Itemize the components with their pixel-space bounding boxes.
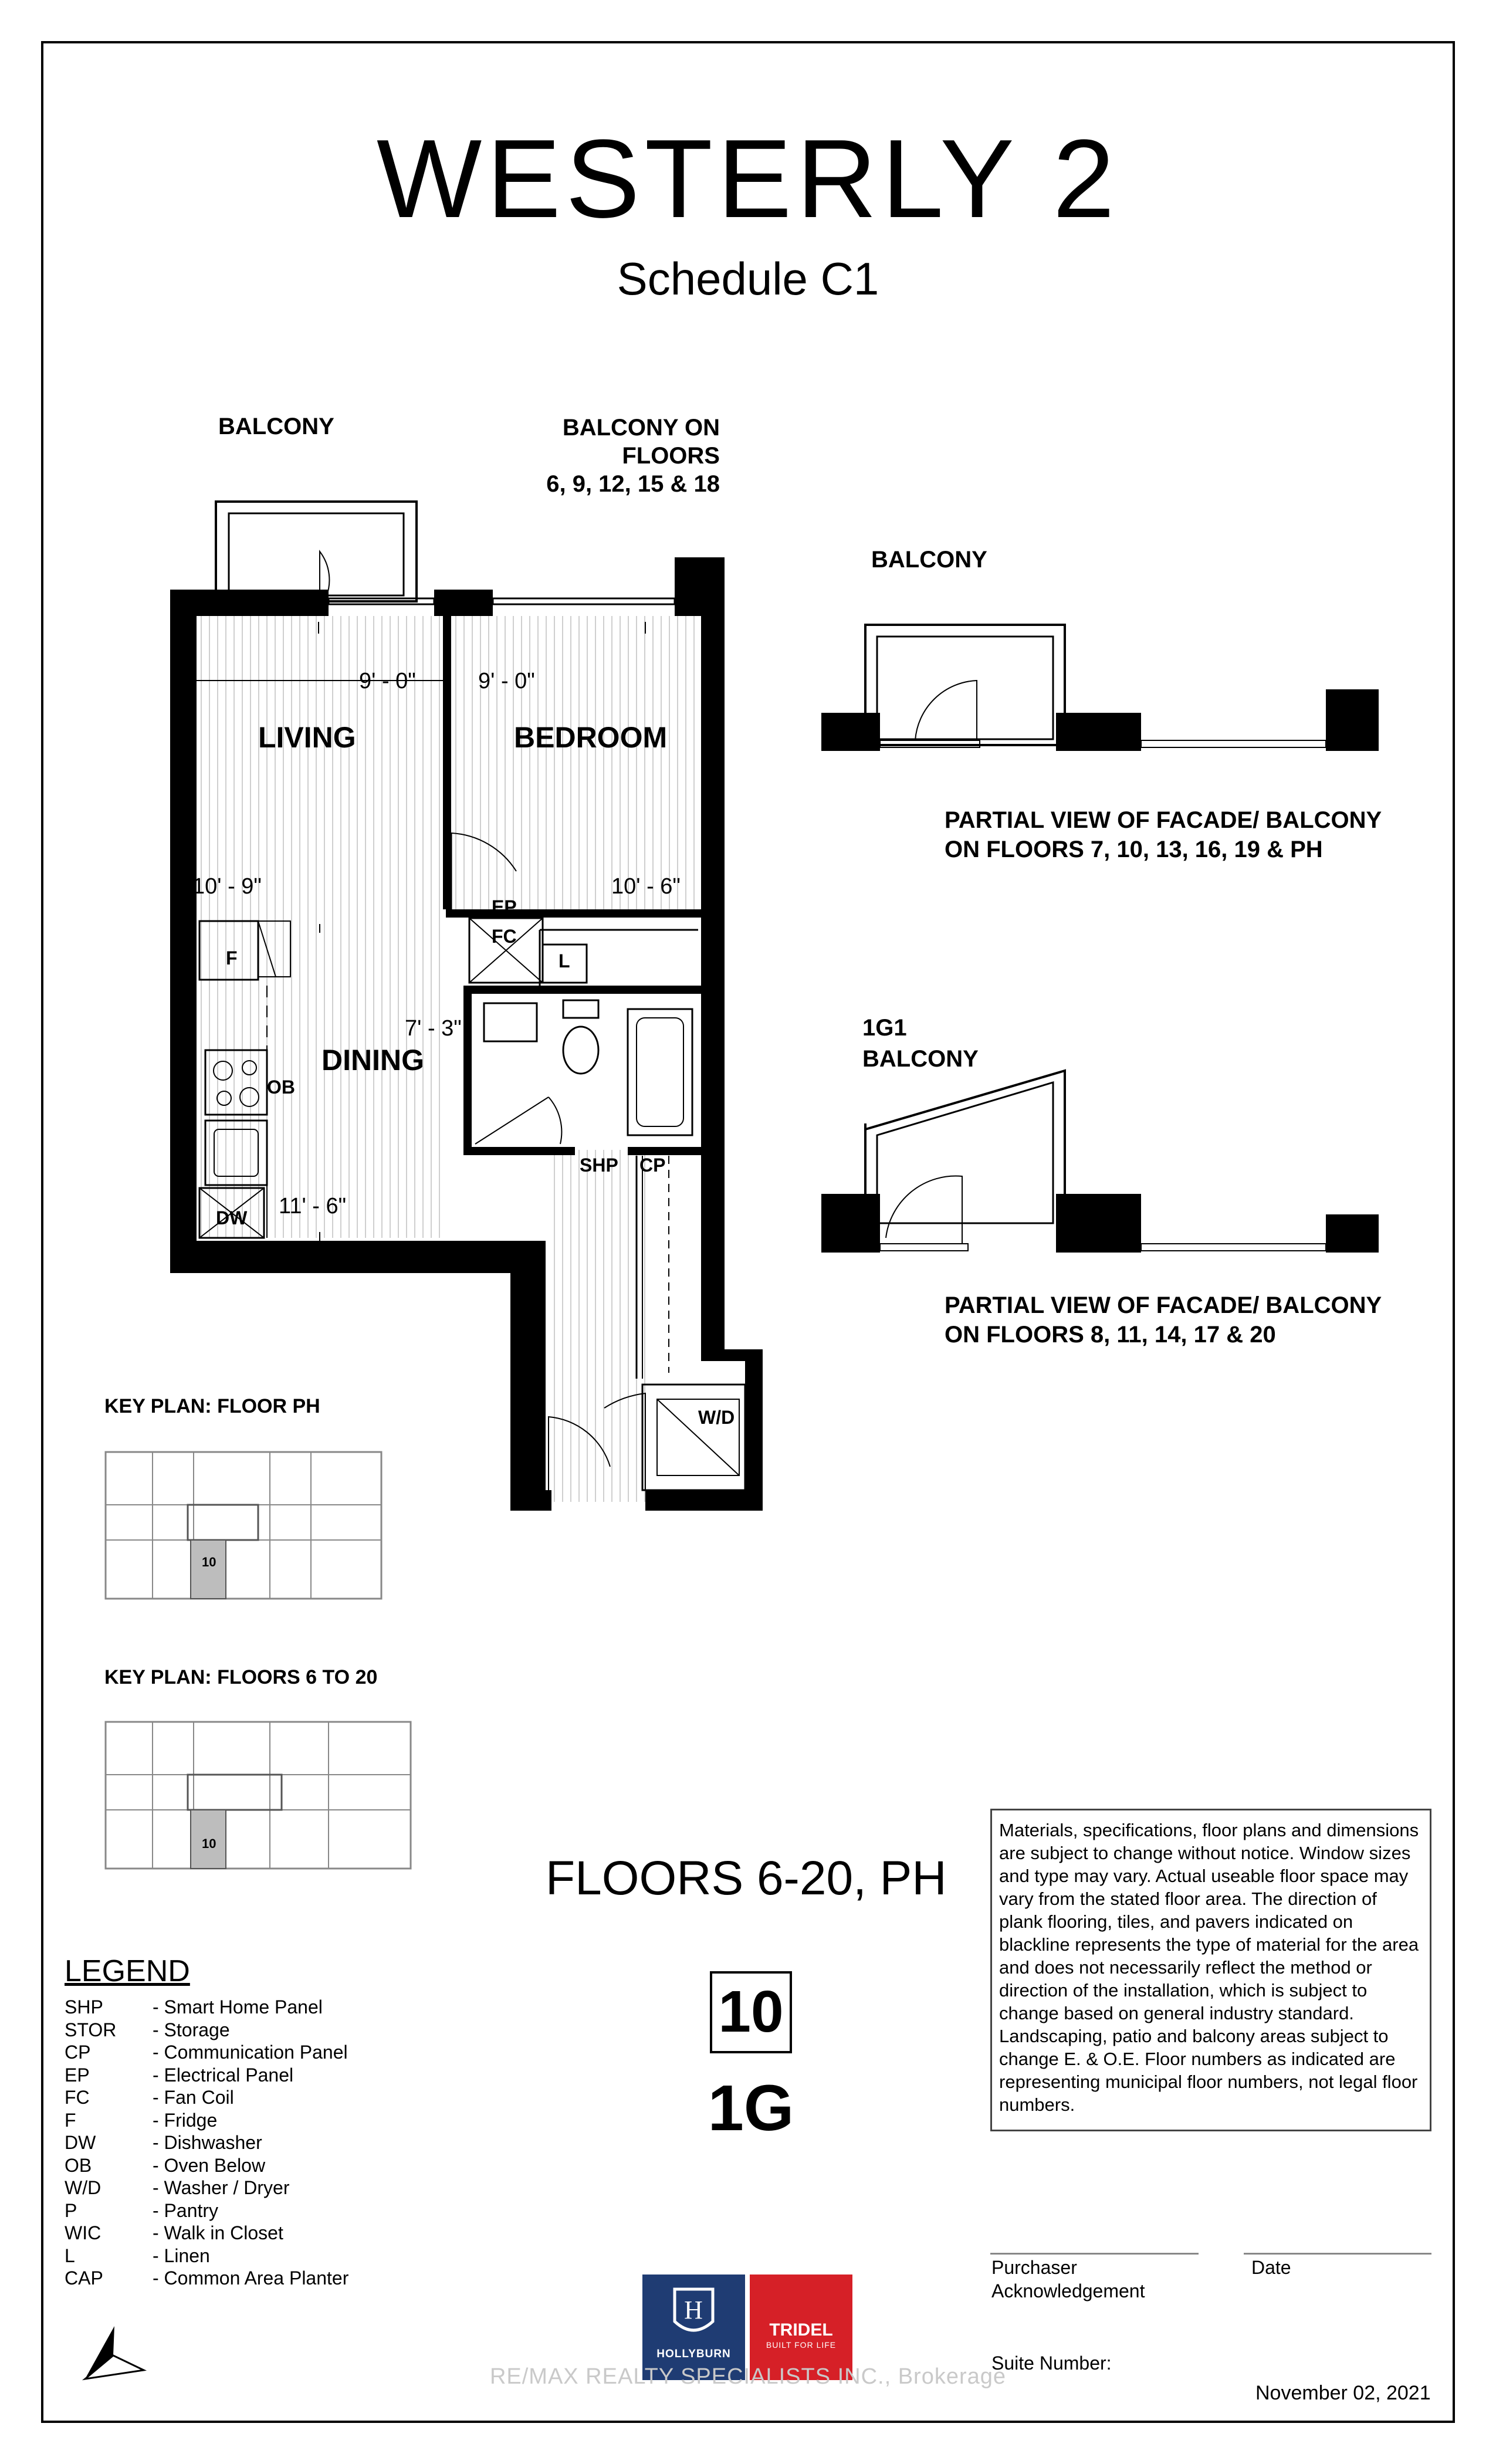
legend-item: SHP - Smart Home Panel [65,1996,323,2018]
page-subtitle: Schedule C1 [617,253,879,304]
partial-view-2-caption: PARTIAL VIEW OF FACADE/ BALCONY ON FLOORS 8, 11, 14, 17 & 20 [945,1292,1382,1348]
balcony-floors-label: BALCONY ON FLOORS 6, 9, 12, 15 & 18 [546,415,720,497]
brokerage-watermark: RE/MAX REALTY SPECIALISTS INC., Brokerage [489,2364,1007,2389]
unit-number: 10 [710,1971,792,2053]
legend-item: W/D - Washer / Dryer [65,2177,290,2198]
partial-view-2-balcony: BALCONY [862,1046,979,1072]
unit-type: 1G [708,2072,794,2144]
legend-item: WIC - Walk in Closet [65,2222,283,2243]
date-label: Date [1251,2257,1291,2278]
dimension-dining-length: 11' - 6" [279,1194,347,1219]
legend-item: P - Pantry [65,2199,219,2221]
partial-view-1-caption: PARTIAL VIEW OF FACADE/ BALCONY ON FLOORS 7, 10, 13, 16, 19 & PH [945,807,1382,862]
hollyburn-shield-icon [642,2275,745,2345]
floors-range: FLOORS 6-20, PH [546,1852,947,1905]
key-plan-ph-title: KEY PLAN: FLOOR PH [104,1395,320,1417]
label-ob: OB [267,1077,295,1098]
legend-item: L - Linen [65,2245,210,2266]
tridel-wordmark: TRIDEL [769,2320,833,2340]
label-l: L [559,950,570,972]
purchaser-acknowledgement-label: Purchaser Acknowledgement [991,2257,1145,2301]
dimension-living-width: 9' - 0" [359,669,416,693]
issue-date: November 02, 2021 [1255,2382,1431,2404]
dimension-dining-width: 7' - 3" [405,1016,462,1041]
purchaser-signature-line [990,2253,1199,2255]
partial-view-1-balcony: BALCONY [871,547,987,573]
room-dining: DINING [321,1044,424,1077]
room-bedroom: BEDROOM [514,721,668,754]
legend-item: CP - Communication Panel [65,2042,348,2063]
label-wd: W/D [698,1407,735,1428]
room-living: LIVING [258,721,356,754]
dimension-living-length: 10' - 9" [192,874,262,899]
label-cp: CP [639,1155,666,1176]
legend-item: OB - Oven Below [65,2154,266,2176]
suite-number-label: Suite Number: [991,2353,1112,2374]
tridel-tagline: BUILT FOR LIFE [766,2340,837,2350]
legend-item: F - Fridge [65,2109,218,2131]
legend-title: LEGEND [65,1954,190,1988]
key-plan-floors-unit: 10 [202,1836,216,1851]
legend-item: DW - Dishwasher [65,2132,262,2153]
date-signature-line [1244,2253,1431,2255]
legend-list [65,1996,348,2290]
disclaimer-box: Materials, specifications, floor plans and dimensions are subject to change without notice. Window sizes and type may vary. Actual useable floor space may vary from the stated floor area. The direction of plank flooring, tiles, and pavers indicated on blackline represents the type of material for the area and does not necessarily reflect the method or direction of the installation, which is subject to change based on general industry standard. Landscaping, patio and balcony areas subject to change E. & O.E. Floor numbers as indicated are representing municipal floor numbers, not legal floor numbers. [990,1809,1431,2131]
label-ep: EP [492,896,517,918]
dimension-bedroom-length: 10' - 6" [611,874,681,899]
label-dw: DW [216,1207,248,1228]
unit-1g1-label: 1G1 [862,1015,907,1041]
legend-item: FC - Fan Coil [65,2087,234,2108]
label-f: F [226,947,238,969]
label-shp: SHP [580,1155,618,1176]
balcony-label: BALCONY [218,414,334,439]
dimension-bedroom-width: 9' - 0" [478,669,535,693]
hollyburn-wordmark: HOLLYBURN [656,2348,731,2360]
legend-item: STOR - Storage [65,2019,230,2040]
key-plan-ph-unit: 10 [202,1555,216,1569]
legend-item: CAP - Common Area Planter [65,2267,349,2289]
key-plan-floors [100,1710,422,1886]
key-plan-ph [100,1440,393,1616]
key-plan-floors-title: KEY PLAN: FLOORS 6 TO 20 [104,1666,378,1688]
legend-item: EP - Electrical Panel [65,2064,294,2086]
label-fc: FC [492,926,517,947]
svg-text:H: H [684,2296,703,2324]
page-title: WESTERLY 2 [376,117,1120,241]
